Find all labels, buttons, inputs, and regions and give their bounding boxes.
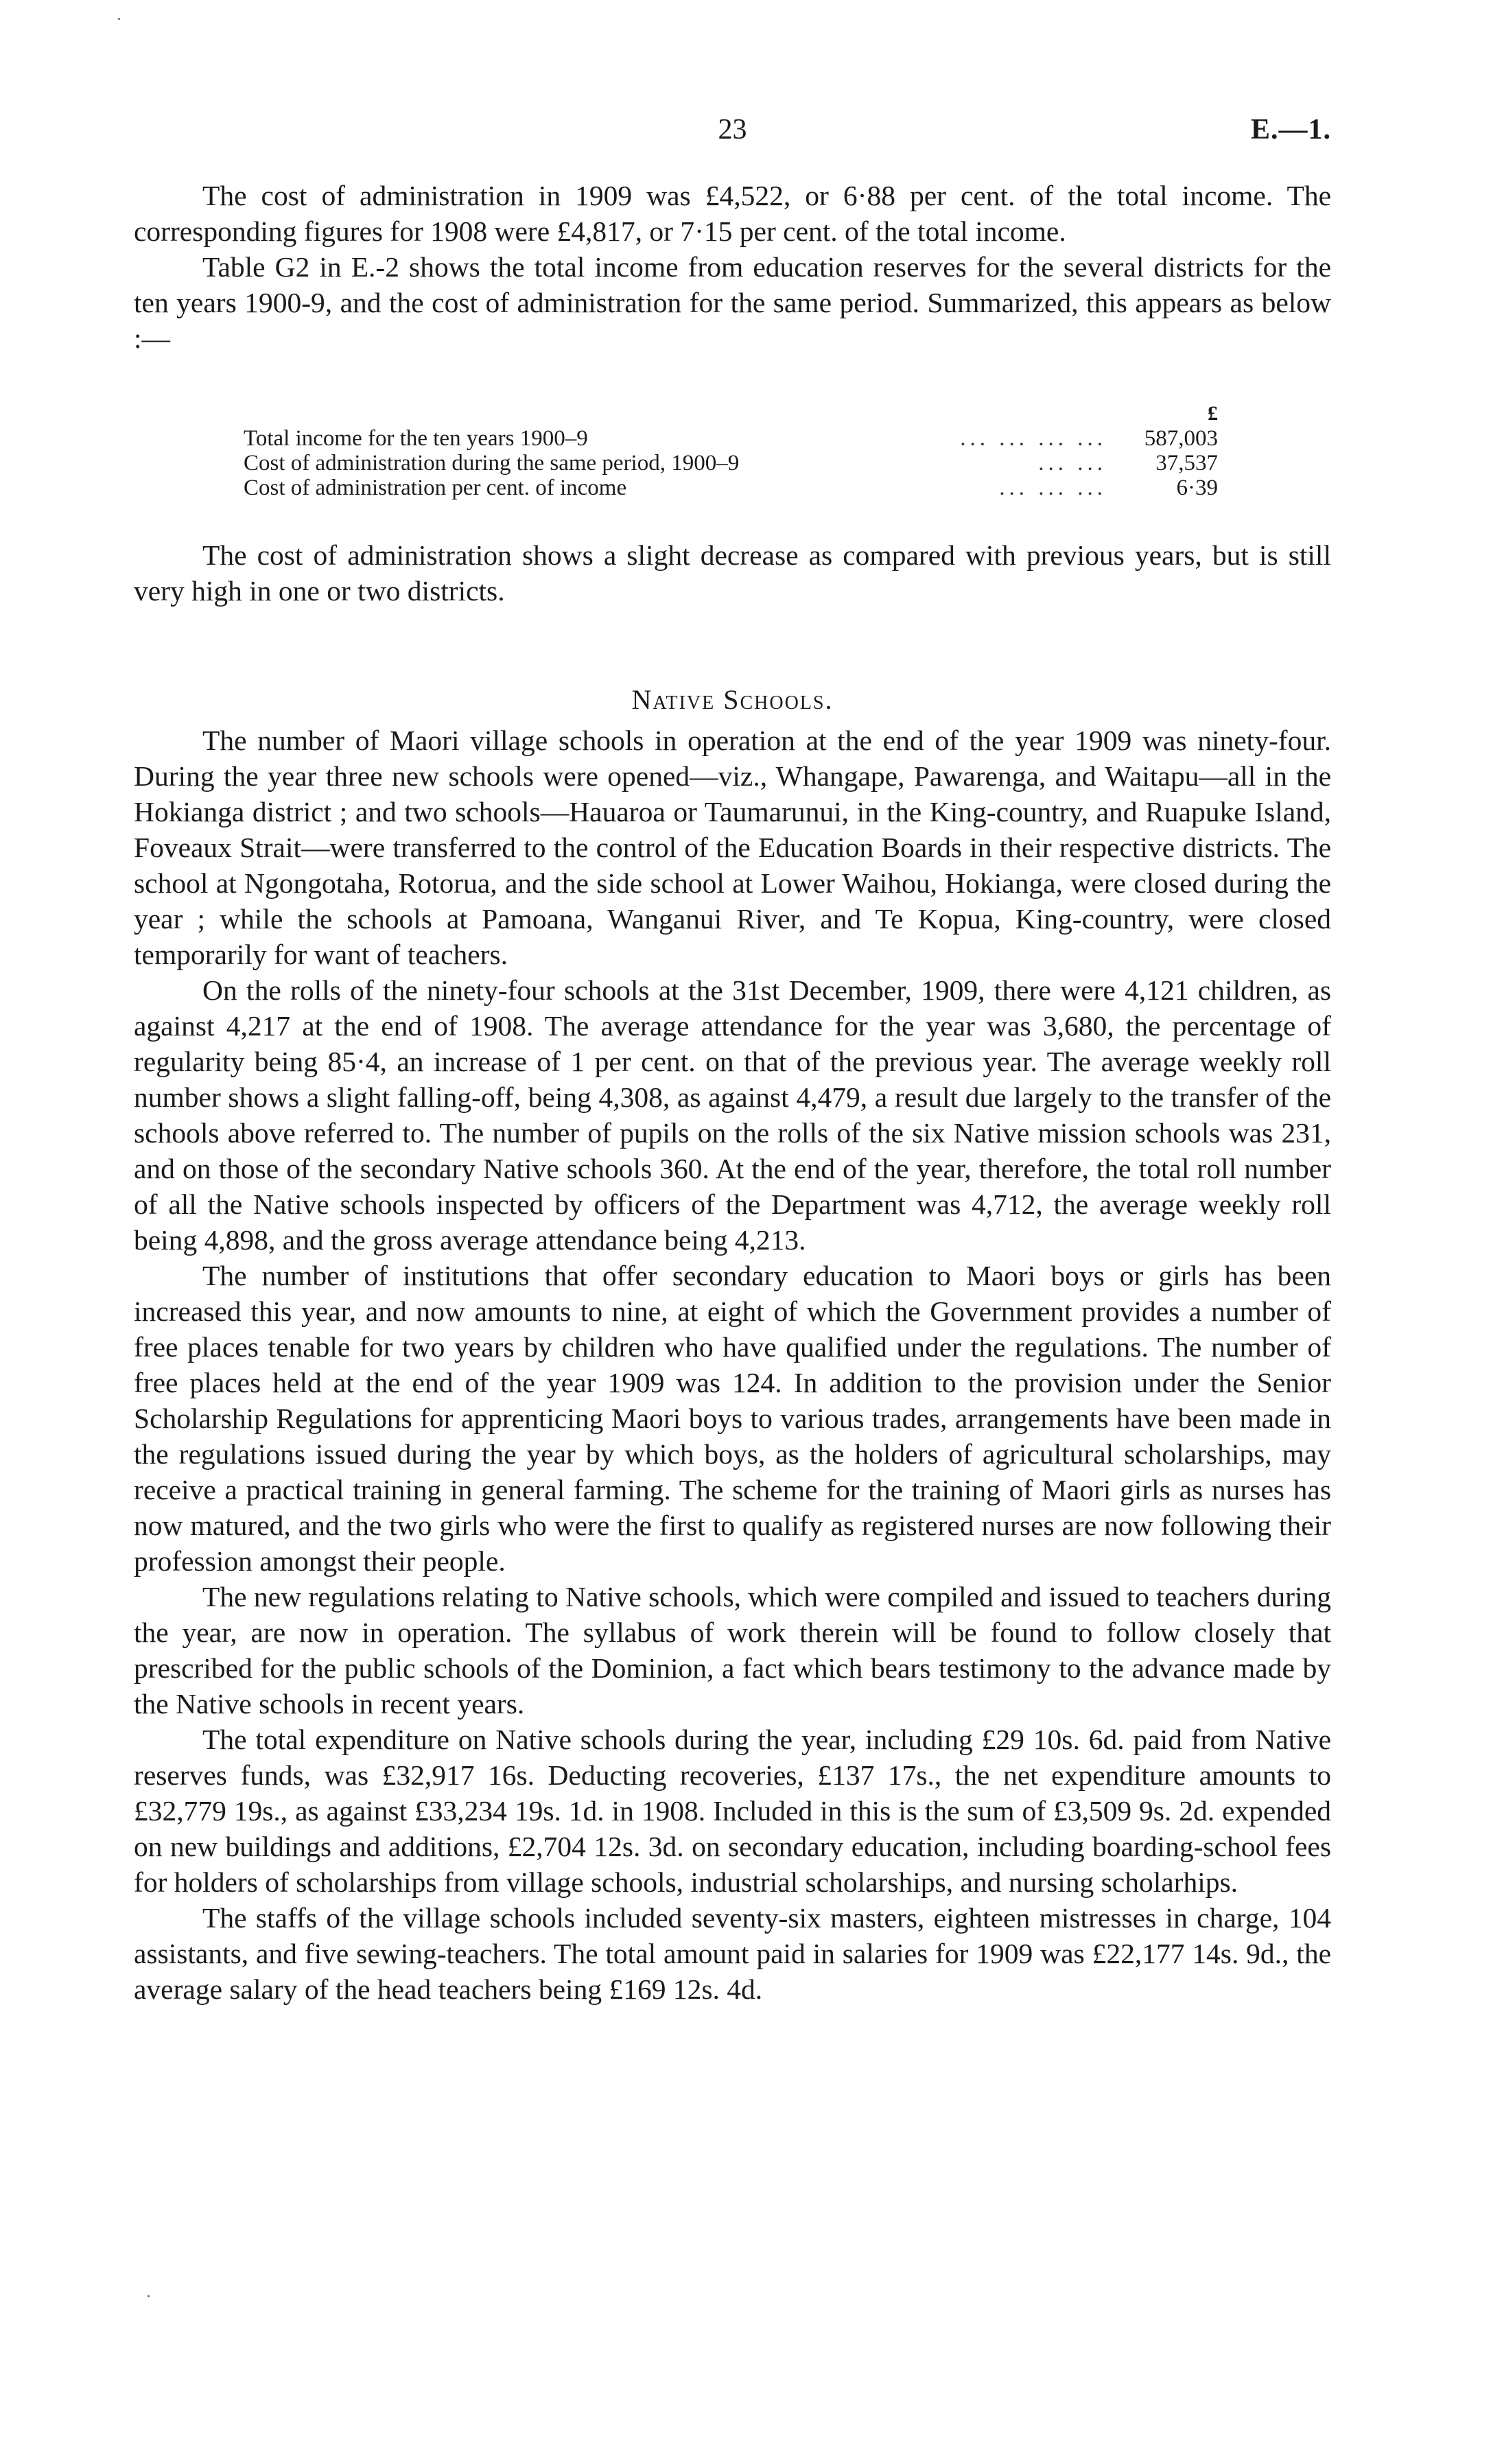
scan-speck xyxy=(148,2295,150,2297)
summary-label: Total income for the ten years 1900–9 xyxy=(244,426,588,451)
paragraph-new-regulations: The new regulations relating to Native schools, which were compiled and issued to teachers during the year, are now in operation. The syllabus of work therein will be found to follow closely that prescribed for the public schools of the Dominion, a fact which bears testimony to the advance made by the Native schools in recent years. xyxy=(134,1581,1331,1720)
paragraph-table-g2: Table G2 in E.-2 shows the total income from education reserves for the several districts for the ten years 1900-9, and the cost of administration for the same period. Summarized, this appears as below :— xyxy=(134,251,1331,354)
summary-value: 37,537 xyxy=(1155,451,1218,476)
scan-speck xyxy=(118,18,120,20)
document-reference: E.—1. xyxy=(1250,114,1331,145)
page-number: 23 xyxy=(718,114,747,145)
paragraph-village-schools: The number of Maori village schools in operation at the end of the year 1909 was ninety-four. During the year three new schools were opened—viz., Whangape, Pawarenga, and Waitapu—all in the Hokianga district ; and two schools—Hauaroa or Taumarunui, in the King-country, and Ruapuke Island, Foveaux Strait—were transferred to the control of the Education Boards in their respective districts. The school at Ngongotaha, Rotorua, and the side school at Lower Waihou, Hokianga, were closed during the year ; while the schools at Pamoana, Wanganui River, and Te Kopua, King-country, were closed temporarily for want of teachers. xyxy=(134,725,1331,970)
summary-value: 6·39 xyxy=(1176,476,1218,500)
paragraph-rolls: On the rolls of the ninety-four schools at the 31st December, 1909, there were 4,121 children, as against 4,217 at the end of 1908. The average attendance for the year was 3,680, the percentage of regularity being 85·4, an increase of 1 per cent. on that of the previous year. The average weekly roll number shows a slight falling-off, being 4,308, as against 4,479, a result due largely to the transfer of the schools above referred to. The number of pupils on the rolls of the six Native mission schools was 231, and on those of the secondary Native schools 360. At the end of the year, therefore, the total roll number of all the Native schools inspected by officers of the Department was 4,712, the average weekly roll being 4,898, and the gross average attendance being 4,213. xyxy=(134,974,1331,1256)
leader-dots: ... ... ... xyxy=(999,476,1107,500)
currency-unit: £ xyxy=(1208,402,1218,425)
summary-table xyxy=(244,401,1218,500)
paragraph-expenditure: The total expenditure on Native schools during the year, including £29 10s. 6d. paid from Native reserves funds, was £32,917 16s. Deducting recoveries, £137 17s., the net expenditure amounts to £32,779 19s., as against £33,234 19s. 1d. in 1908. Included in this is the sum of £3,509 9s. 2d. expended on new buildings and additions, £2,704 12s. 3d. on secondary education, including boarding-school fees for holders of scholarships from village schools, industrial scholarships, and nursing scholarhips. xyxy=(134,1724,1331,1898)
summary-label: Cost of administration per cent. of income xyxy=(244,476,627,500)
native-schools-text xyxy=(134,723,1331,2007)
leader-dots: ... ... xyxy=(1038,451,1107,476)
after-summary-text xyxy=(134,537,1331,609)
paragraph-staffs: The staffs of the village schools included seventy-six masters, eighteen mistresses in charge, 104 assistants, and five sewing-teachers. The total amount paid in salaries for 1909 was £22,177 14s. 9d., the average salary of the head teachers being £169 12s. 4d. xyxy=(134,1902,1331,2005)
summary-value: 587,003 xyxy=(1144,426,1218,451)
intro-text xyxy=(134,178,1331,356)
section-heading: Native Schools. xyxy=(631,684,834,715)
summary-row xyxy=(244,476,1218,500)
summary-row xyxy=(244,451,1218,476)
paragraph-secondary-education: The number of institutions that offer secondary education to Maori boys or girls has been increased this year, and now amounts to nine, at eight of which the Government provides a number of free places tenable for two years by children who have qualified under the regulations. The number of free places held at the end of the year 1909 was 124. In addition to the provision under the Senior Scholarship Regulations for apprenticing Maori boys to various trades, arrangements have been made in the regulations issued during the year by which boys, as the holders of agricultural scholarships, may receive a practical training in general farming. The scheme for the training of Maori girls as nurses has now matured, and the two girls who were the first to qualify as registered nurses are now following their profession amongst their people. xyxy=(134,1260,1331,1577)
summary-label: Cost of administration during the same period, 1900–9 xyxy=(244,451,740,476)
page-header xyxy=(134,113,1331,161)
paragraph-admin-cost: The cost of administration in 1909 was £4,522, or 6·88 per cent. of the total income. The corresponding figures for 1908 were £4,817, or 7·15 per cent. of the total income. xyxy=(134,180,1331,247)
leader-dots: ... ... ... ... xyxy=(960,426,1107,451)
summary-row xyxy=(244,426,1218,451)
paragraph-decrease: The cost of administration shows a slight decrease as compared with previous years, but is still very high in one or two districts. xyxy=(134,539,1331,607)
